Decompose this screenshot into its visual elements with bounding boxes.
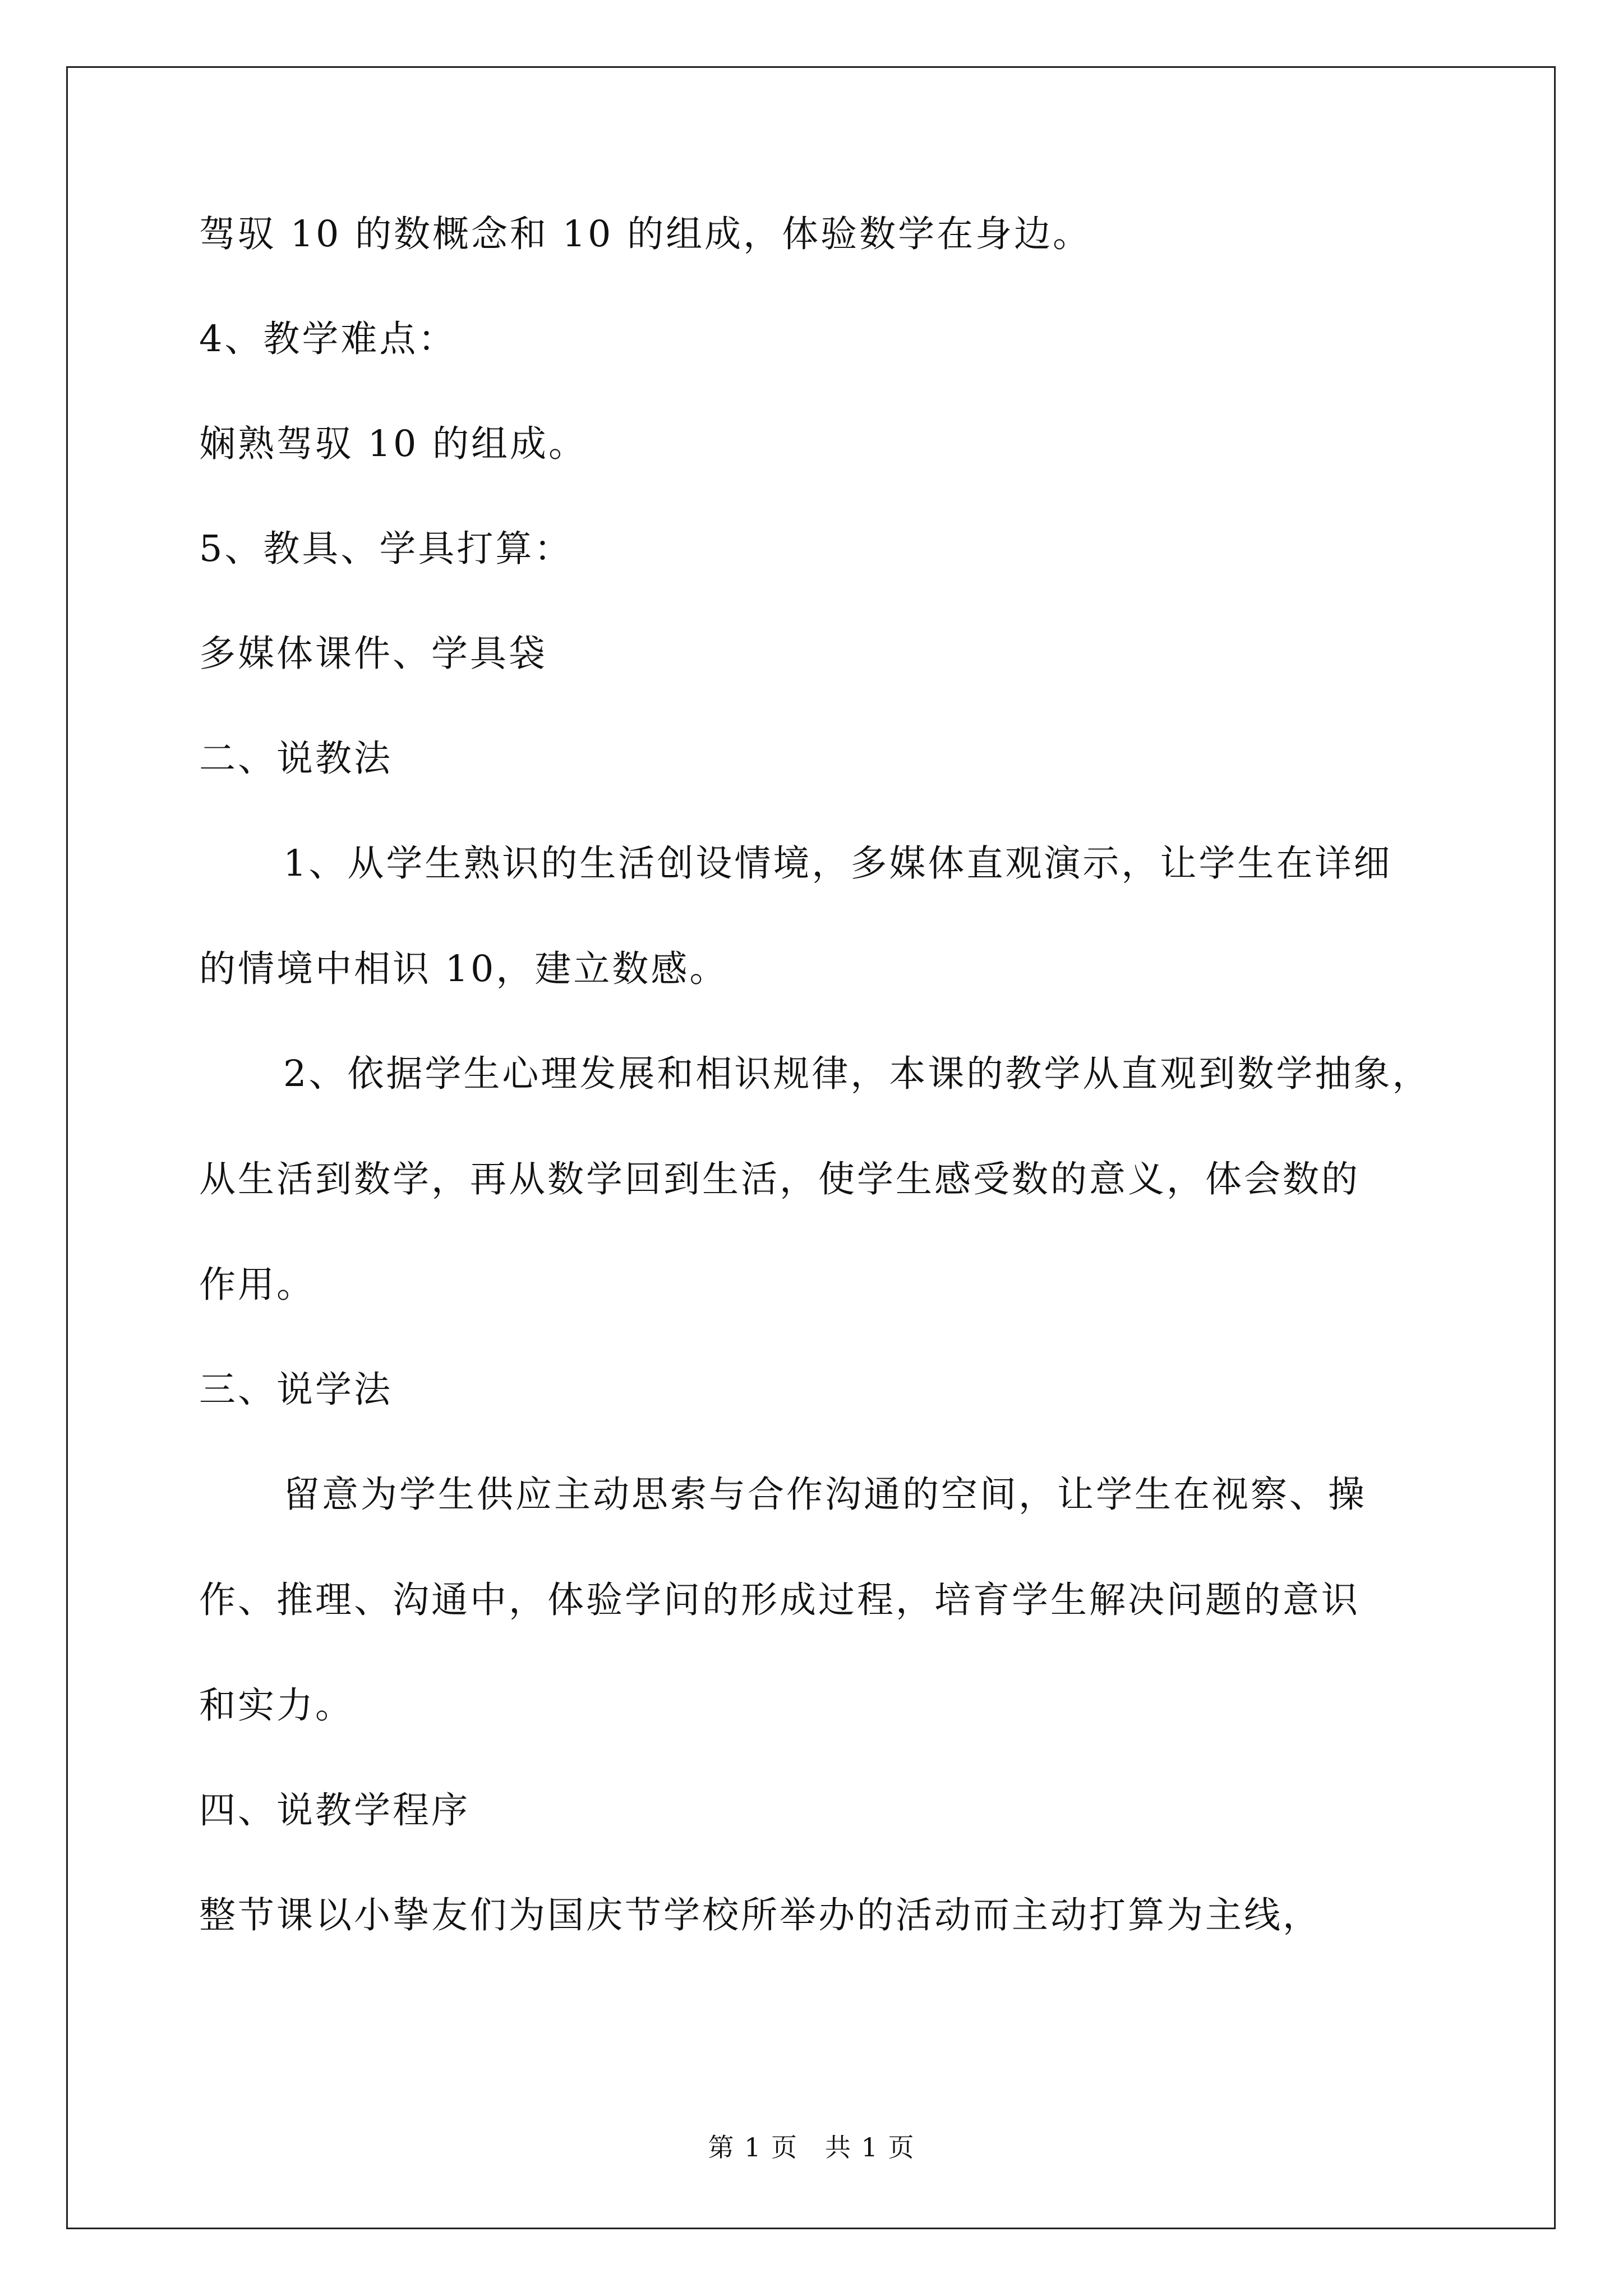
paragraph-2-line-1: 4、教学难点： bbox=[199, 318, 457, 360]
document-body bbox=[199, 208, 1438, 1942]
paragraph-4-line-1: 5、教具、学具打算： bbox=[199, 528, 573, 570]
paragraph-6 bbox=[199, 732, 1438, 785]
paragraph-11 bbox=[199, 1784, 1438, 1837]
paragraph-7-line-2: 的情境中相识 10，建立数感。 bbox=[199, 948, 728, 990]
paragraph-7-line-1: 1、从学生熟识的生活创设情境，多媒体直观演示，让学生在详细 bbox=[283, 843, 1393, 885]
paragraph-10-line-3: 和实力。 bbox=[199, 1685, 354, 1727]
paragraph-5 bbox=[199, 627, 1438, 680]
paragraph-1 bbox=[199, 208, 1438, 261]
paragraph-10 bbox=[199, 1468, 1438, 1732]
paragraph-12-line-1: 整节课以小挚友们为国庆节学校所举办的活动而主动打算为主线， bbox=[199, 1894, 1322, 1936]
paragraph-3 bbox=[199, 417, 1438, 471]
paragraph-11-line-1: 四、说教学程序 bbox=[199, 1789, 471, 1832]
paragraph-7 bbox=[199, 837, 1438, 996]
paragraph-1-line-1: 驾驭 10 的数概念和 10 的组成，体验数学在身边。 bbox=[199, 213, 1092, 255]
paragraph-8-line-2: 从生活到数学，再从数学回到生活，使学生感受数的意义，体会数的 bbox=[199, 1158, 1361, 1200]
paragraph-6-line-1: 二、说教法 bbox=[199, 738, 393, 780]
paragraph-9 bbox=[199, 1363, 1438, 1416]
paragraph-3-line-1: 娴熟驾驭 10 的组成。 bbox=[199, 423, 588, 465]
paragraph-8-line-1: 2、依据学生心理发展和相识规律，本课的教学从直观到数学抽象， bbox=[283, 1053, 1431, 1095]
paragraph-8-line-3: 作用。 bbox=[199, 1264, 316, 1306]
paragraph-8 bbox=[199, 1047, 1438, 1312]
paragraph-12 bbox=[199, 1889, 1438, 1942]
paragraph-10-line-2: 作、推理、沟通中，体验学问的形成过程，培育学生解决问题的意识 bbox=[199, 1579, 1361, 1621]
paragraph-10-line-1: 留意为学生供应主动思索与合作沟通的空间，让学生在视察、操 bbox=[283, 1474, 1367, 1516]
paragraph-5-line-1: 多媒体课件、学具袋 bbox=[199, 633, 548, 675]
paragraph-2 bbox=[199, 312, 1438, 366]
page-footer: 第 1 页 共 1 页 bbox=[708, 2132, 915, 2162]
paragraph-4 bbox=[199, 522, 1438, 576]
paragraph-9-line-1: 三、说学法 bbox=[199, 1369, 393, 1411]
